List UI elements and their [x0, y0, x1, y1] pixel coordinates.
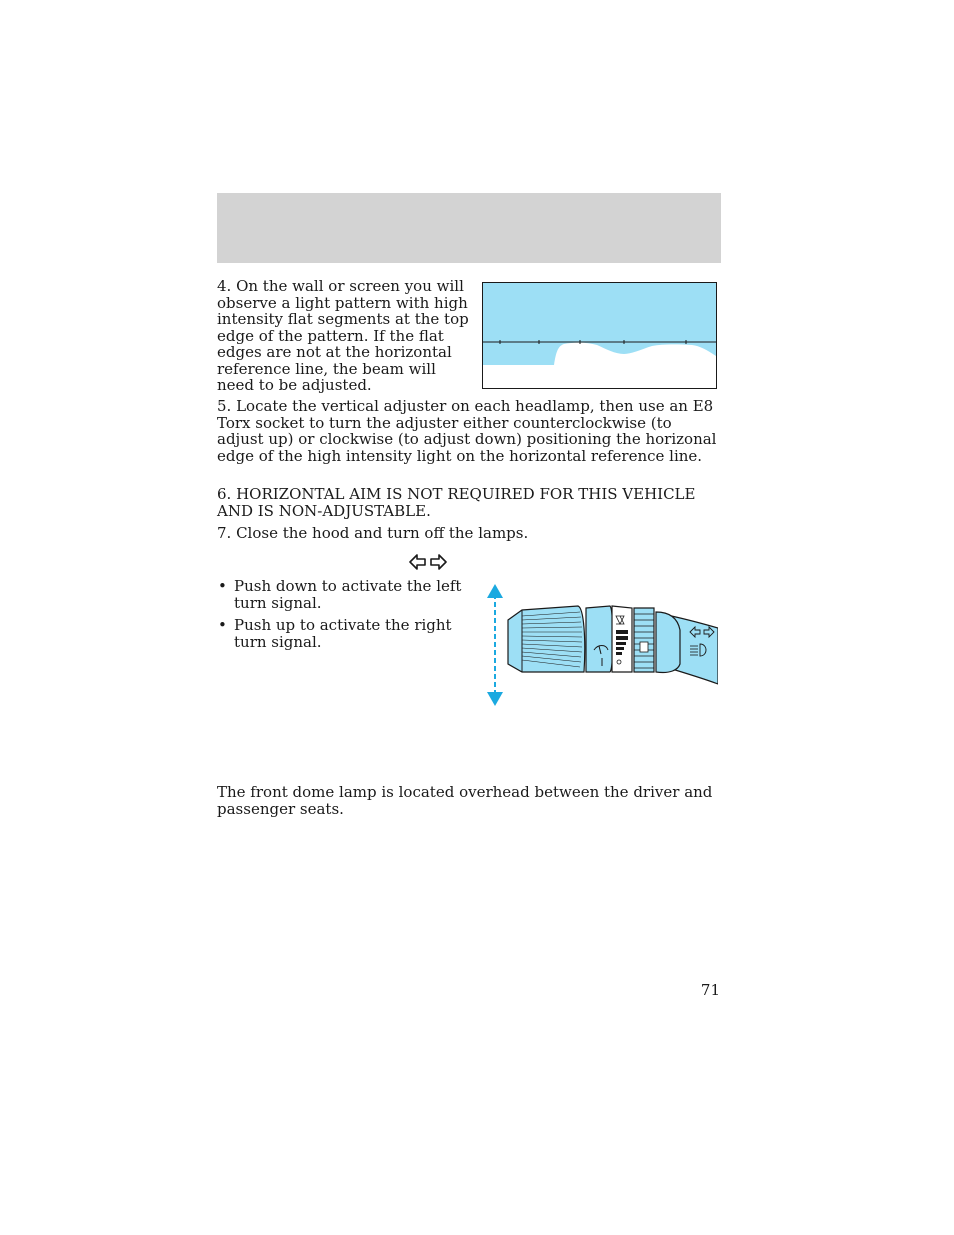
- bullet: •: [218, 577, 227, 595]
- bullet: •: [218, 616, 227, 634]
- wiper-speed-band: [612, 606, 632, 672]
- bullet-text: Push down to activate the left turn signal.: [234, 577, 462, 612]
- dome-lamp-text: The front dome lamp is located overhead between the driver and passenger seats.: [217, 783, 713, 818]
- multifunction-lever-figure: [482, 580, 718, 710]
- step-4-text: 4. On the wall or screen you will observe a light pattern with high intensity flat segments at the top edge of the pattern. If the flat edges are not at the horizontal reference line, the beam will need to be adjusted.: [217, 277, 469, 394]
- up-down-arrow-icon: [487, 584, 503, 706]
- headlamp-ring: [634, 608, 654, 672]
- headlamp-beam-pattern-figure: [482, 282, 717, 389]
- list-item: [217, 617, 477, 650]
- bullet-text: Push up to activate the right turn signal.: [234, 616, 452, 651]
- section-header-bar: [217, 193, 721, 263]
- step-7-text: 7. Close the hood and turn off the lamps.: [217, 524, 529, 542]
- page-number: 71: [700, 981, 720, 999]
- wiper-control-collar: [586, 606, 613, 672]
- turn-signal-instructions: [217, 578, 477, 656]
- step-5-text: 5. Locate the vertical adjuster on each headlamp, then use an E8 Torx socket to turn the adjuster either counterclockwise (to adjust up) or clockwise (to adjust down) positioning the horizonal edge of the high intensity light on the horizontal reference line.: [217, 397, 717, 465]
- turn-signal-arrows-icon: [409, 553, 447, 571]
- list-item: [217, 578, 477, 611]
- step-6-text: 6. HORIZONTAL AIM IS NOT REQUIRED FOR THIS VEHICLE AND IS NON-ADJUSTABLE.: [217, 485, 696, 520]
- wiper-knob: [508, 606, 585, 672]
